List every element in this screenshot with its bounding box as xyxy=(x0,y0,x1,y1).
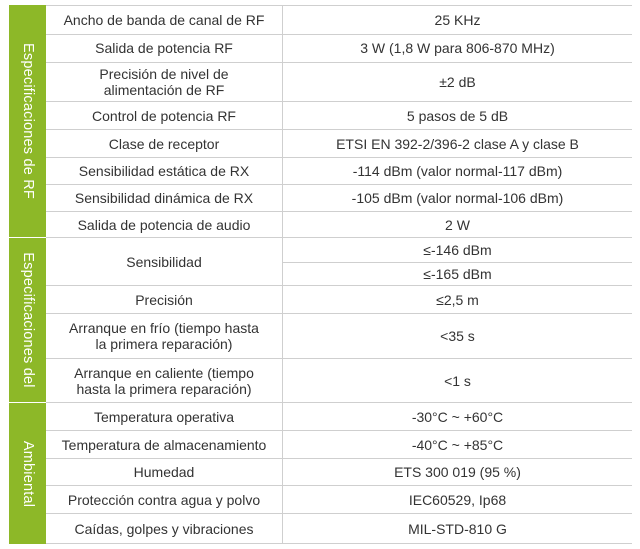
param-cell: Arranque en caliente (tiempo hasta la primera reparación) xyxy=(46,359,283,402)
value-cell: -114 dBm (valor normal-117 dBm) xyxy=(352,163,563,179)
table-row xyxy=(46,158,632,185)
table-row xyxy=(46,403,632,431)
value-cell: MIL-STD-810 G xyxy=(408,520,507,537)
table-row xyxy=(46,431,632,459)
value-cell: IEC60529, Ip68 xyxy=(408,491,507,508)
section-gps xyxy=(9,238,46,402)
value-cell: 3 W (1,8 W para 806-870 MHz) xyxy=(360,40,555,56)
table-row xyxy=(46,63,632,102)
section-env-label: Ambiental xyxy=(19,440,36,507)
param-cell: Humedad xyxy=(46,459,283,485)
param-cell: Precisión xyxy=(46,286,283,313)
value-cell: ≤-146 dBm xyxy=(283,238,632,263)
value-cell: -40°C ~ +85°C xyxy=(411,436,504,453)
table-row xyxy=(46,102,632,130)
param-cell: Caídas, golpes y vibraciones xyxy=(46,514,283,543)
value-cell: -30°C ~ +60°C xyxy=(411,408,504,425)
param-cell: Clase de receptor xyxy=(46,130,283,157)
param-cell: Salida de potencia RF xyxy=(46,34,283,62)
section-rf xyxy=(9,5,46,237)
table-row xyxy=(46,459,632,486)
table-row xyxy=(46,314,632,359)
section-rf-label: Especificaciones de RF xyxy=(19,43,36,199)
value-cell: ±2 dB xyxy=(439,74,476,90)
value-cell: ETS 300 019 (95 %) xyxy=(394,464,521,480)
param-cell-sensitivity: Sensibilidad xyxy=(46,238,283,286)
section-gps-label: Especificaciones del xyxy=(19,252,36,388)
param-cell: Temperatura operativa xyxy=(46,403,283,430)
param-cell: Arranque en frío (tiempo hasta la primera reparación) xyxy=(46,314,283,358)
table-row xyxy=(46,130,632,158)
value-cell: <1 s xyxy=(444,372,471,389)
table-row xyxy=(46,286,632,314)
table-row xyxy=(46,514,632,544)
value-cell: ≤2,5 m xyxy=(436,291,479,308)
param-cell: Precisión de nivel de alimentación de RF xyxy=(46,63,283,101)
param-cell: Salida de potencia de audio xyxy=(46,212,283,237)
value-cell: 2 W xyxy=(445,216,470,233)
table-row xyxy=(46,5,632,35)
value-cell: 5 pasos de 5 dB xyxy=(406,107,509,124)
section-env xyxy=(9,403,46,544)
value-cell: 25 KHz xyxy=(434,12,481,28)
table-row xyxy=(46,212,632,238)
value-cell: ETSI EN 392-2/396-2 clase A y clase B xyxy=(336,135,579,152)
table-row xyxy=(46,185,632,212)
param-cell: Ancho de banda de canal de RF xyxy=(46,6,283,34)
value-cell: <35 s xyxy=(440,328,475,344)
param-cell: Control de potencia RF xyxy=(46,102,283,129)
table-row xyxy=(46,359,632,403)
value-cell: -105 dBm (valor normal-106 dBm) xyxy=(351,190,564,206)
param-cell: Sensibilidad dinámica de RX xyxy=(46,185,283,211)
table-row xyxy=(46,34,632,63)
param-cell: Protección contra agua y polvo xyxy=(46,486,283,513)
table-row xyxy=(46,486,632,514)
param-cell: Temperatura de almacenamiento xyxy=(46,431,283,458)
value-cell: ≤-165 dBm xyxy=(283,263,632,286)
param-cell: Sensibilidad estática de RX xyxy=(46,158,283,184)
